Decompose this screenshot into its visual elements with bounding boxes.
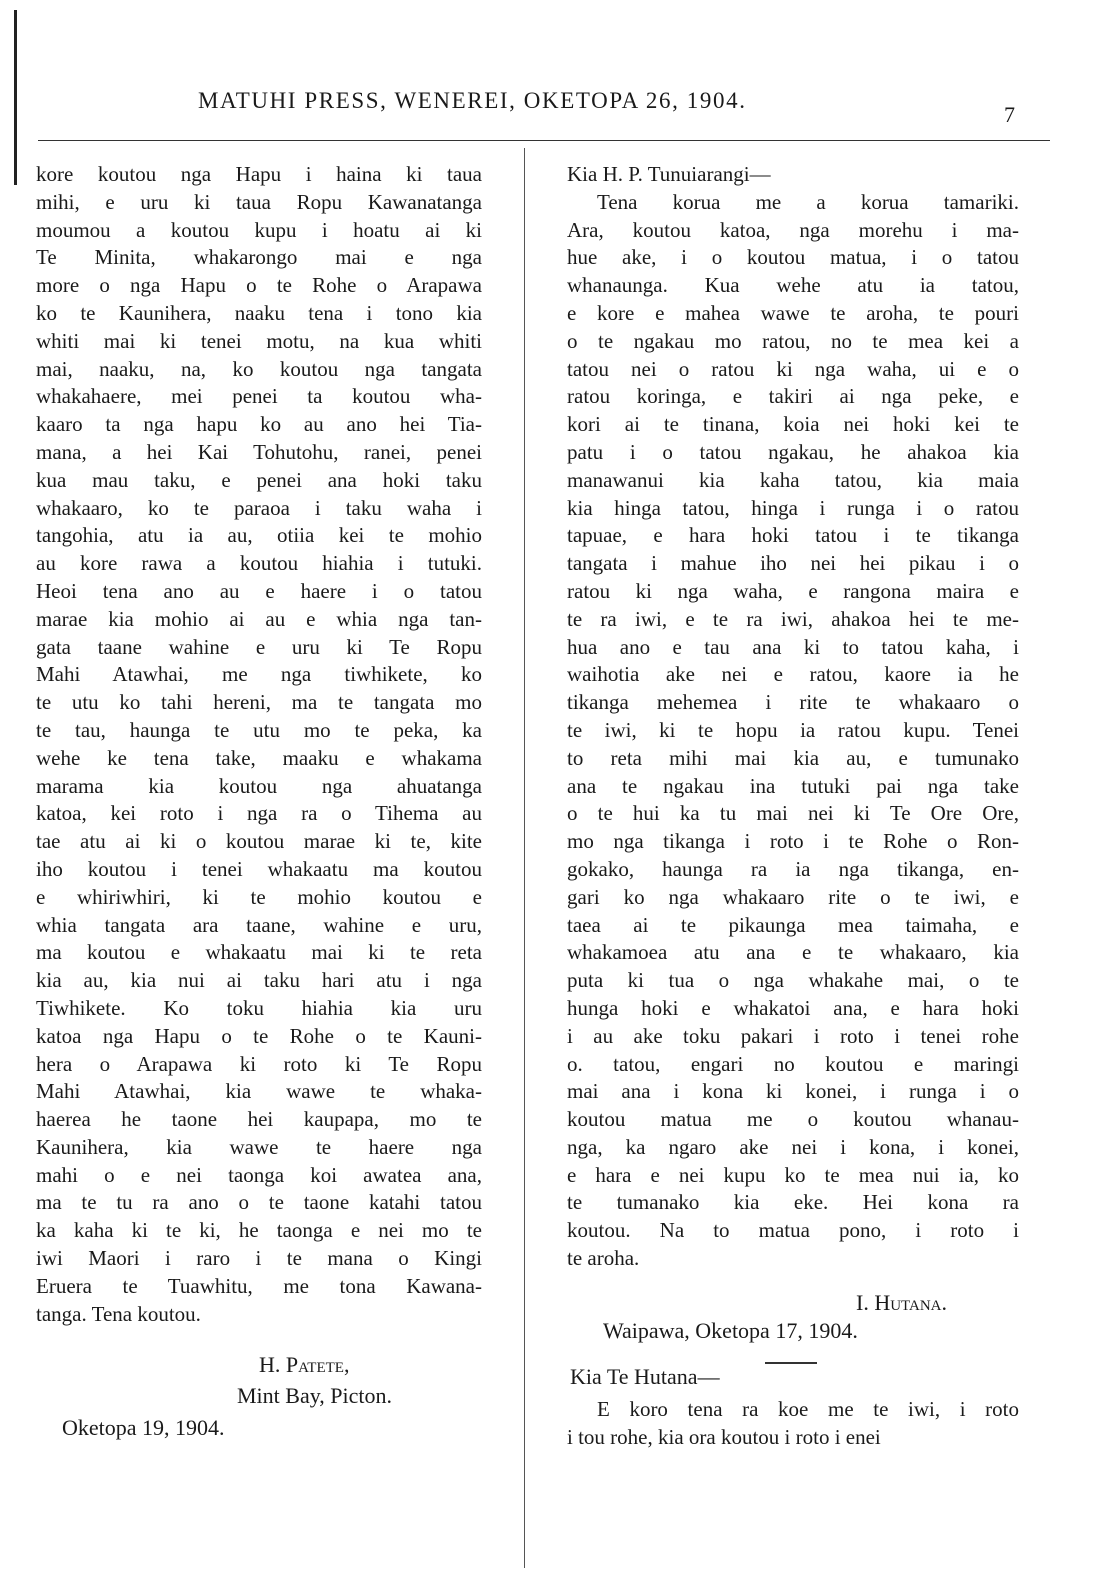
text-line: e kore e mahea wawe te aroha, te pouri bbox=[567, 300, 1019, 325]
text-line: kori ai te tinana, koia nei hoki kei te bbox=[567, 412, 1019, 437]
text-line: au kore rawa a koutou hiahia i tutuki. bbox=[36, 551, 482, 576]
text-line: e hara e nei kupu ko te mea nui ia, ko bbox=[567, 1162, 1019, 1187]
second-salutation: Kia Te Hutana— bbox=[570, 1364, 720, 1389]
text-line: nga, ka ngaro ake nei i kona, i konei, bbox=[567, 1134, 1019, 1159]
text-line: wehe ke tena take, maaku e whakama bbox=[36, 745, 482, 770]
text-line: manawanui kia kaha tatou, kia maia bbox=[567, 467, 1019, 492]
text-line: ka kaha ki te ki, he taonga e nei mo te bbox=[36, 1218, 482, 1243]
text-line: ratou ki nga waha, e rangona maira e bbox=[567, 578, 1019, 603]
text-line: ma te tu ra ano o te taone katahi tatou bbox=[36, 1190, 482, 1215]
text-line: koutou. Na to matua pono, i roto i bbox=[567, 1218, 1019, 1243]
column-divider bbox=[524, 148, 525, 1568]
text-line: taea ai te pikaunga mea taimaha, e bbox=[567, 912, 1019, 937]
text-line: Tiwhikete. Ko toku hiahia kia uru bbox=[36, 995, 482, 1020]
text-line: te aroha. bbox=[567, 1246, 640, 1271]
text-line: mihi, e uru ki taua Ropu Kawanatanga bbox=[36, 189, 482, 214]
text-line: gari ko nga whakaaro rite o te iwi, e bbox=[567, 884, 1019, 909]
text-line: katoa nga Hapu o te Rohe o te Kauni- bbox=[36, 1023, 482, 1048]
text-line: i au ake toku pakari i roto i tenei rohe bbox=[567, 1023, 1019, 1048]
text-line: iho koutou i tenei whakaatu ma koutou bbox=[36, 856, 482, 881]
right-salutation: Kia H. P. Tunuiarangi— bbox=[567, 162, 771, 186]
right-signature-name: I. Hutana. bbox=[856, 1290, 948, 1315]
text-line: puta ki tua o nga whakahe mai, o te bbox=[567, 968, 1019, 993]
text-line: te ra iwi, e te ra iwi, ahakoa hei te me- bbox=[567, 606, 1019, 631]
text-line: E koro tena ra koe me te iwi, i roto bbox=[597, 1397, 1019, 1421]
page-header bbox=[0, 88, 1114, 128]
text-line: kia au, kia nui ai taku hari atu i nga bbox=[36, 968, 482, 993]
text-line: te tumanako kia eke. Hei kona ra bbox=[567, 1190, 1019, 1215]
text-line: whia tangata ara taane, wahine e uru, bbox=[36, 912, 482, 937]
text-line: kore koutou nga Hapu i haina ki taua bbox=[36, 162, 482, 186]
text-line: ratou koringa, e takiri ai nga peke, e bbox=[567, 384, 1019, 409]
text-line: mana, a hei Kai Tohutohu, ranei, penei bbox=[36, 439, 482, 464]
text-line: mo nga tikanga i roto i te Rohe o Ron- bbox=[567, 829, 1019, 854]
text-line: marae kia mohio ai au e whia nga tan- bbox=[36, 606, 482, 631]
text-line: Mahi Atawhai, kia wawe te whaka- bbox=[36, 1079, 482, 1104]
left-signature-date: Oketopa 19, 1904. bbox=[62, 1415, 225, 1440]
text-line: tangata i mahue iho nei hei pikau i o bbox=[567, 551, 1019, 576]
text-line: mai, naaku, na, ko koutou nga tangata bbox=[36, 356, 482, 381]
right-signature-place-date: Waipawa, Oketopa 17, 1904. bbox=[603, 1318, 858, 1343]
right-column bbox=[567, 161, 1019, 1273]
text-line: o te ngakau mo ratou, no te mea kei a bbox=[567, 328, 1019, 353]
page-number: 7 bbox=[1004, 102, 1015, 127]
text-line: o te hui ka tu mai nei ki Te Ore Ore, bbox=[567, 801, 1019, 826]
text-line: tapuae, e hara hoki tatou i te tikanga bbox=[567, 523, 1019, 548]
text-line: mahi o e nei taonga koi awatea ana, bbox=[36, 1162, 482, 1187]
text-line: ana te ngakau ina tutuki pai nga take bbox=[567, 773, 1019, 798]
text-line: more o nga Hapu o te Rohe o Arapawa bbox=[36, 273, 482, 298]
text-line: Te Minita, whakarongo mai e nga bbox=[36, 245, 482, 270]
text-line: iwi Maori i raro i te mana o Kingi bbox=[36, 1246, 482, 1271]
text-line: mai ana i kona ki konei, i runga i o bbox=[567, 1079, 1019, 1104]
text-line: i tou rohe, kia ora koutou i roto i enei bbox=[567, 1424, 881, 1449]
text-line: kua mau taku, e penei ana hoki taku bbox=[36, 467, 482, 492]
text-line: ma koutou e whakaatu mai ki te reta bbox=[36, 940, 482, 965]
text-line: ko te Kaunihera, naaku tena i tono kia bbox=[36, 300, 482, 325]
text-line: e whiriwhiri, ki te mohio koutou e bbox=[36, 884, 482, 909]
text-line: katoa, kei roto i nga ra o Tihema au bbox=[36, 801, 482, 826]
text-line: koutou matua me o koutou whanau- bbox=[567, 1107, 1019, 1132]
text-line: gata taane wahine e uru ki Te Ropu bbox=[36, 634, 482, 659]
left-column bbox=[36, 161, 482, 1328]
text-line: Eruera te Tuawhitu, me tona Kawana- bbox=[36, 1273, 482, 1298]
text-line: hue ake, i o koutou matua, i o tatou bbox=[567, 245, 1019, 270]
second-letter-body bbox=[567, 1396, 1019, 1452]
text-line: tatou nei o ratou ki nga waha, ui e o bbox=[567, 356, 1019, 381]
text-line: hera o Arapawa ki roto ki Te Ropu bbox=[36, 1051, 482, 1076]
text-line: moumou a koutou kupu i hoatu ai ki bbox=[36, 217, 482, 242]
text-line: Ara, koutou katoa, nga morehu i ma- bbox=[567, 217, 1019, 242]
header-rule bbox=[38, 140, 1050, 141]
text-line: hua ano e tau ana ki to tatou kaha, i bbox=[567, 634, 1019, 659]
text-line: Mahi Atawhai, me nga tiwhikete, ko bbox=[36, 662, 482, 687]
text-line: tae atu ai ki o koutou marae ki te, kite bbox=[36, 829, 482, 854]
text-line: whakaaro, ko te paraoa i taku waha i bbox=[36, 495, 482, 520]
text-line: Heoi tena ano au e haere i o tatou bbox=[36, 578, 482, 603]
text-line: kia hinga tatou, hinga i runga i o ratou bbox=[567, 495, 1019, 520]
text-line: whakamoea atu ana e te whakaaro, kia bbox=[567, 940, 1019, 965]
text-line: hunga hoki e whakatoi ana, e hara hoki bbox=[567, 995, 1019, 1020]
text-line: kaaro ta nga hapu ko au ano hei Tia- bbox=[36, 412, 482, 437]
text-line: whiti mai ki tenei motu, na kua whiti bbox=[36, 328, 482, 353]
text-line: tangohia, atu ia au, otiia kei te mohio bbox=[36, 523, 482, 548]
text-line: patu i o tatou ngakau, he ahakoa kia bbox=[567, 439, 1019, 464]
text-line: te iwi, ki te hopu ia ratou kupu. Tenei bbox=[567, 717, 1019, 742]
text-line: te utu ko tahi hereni, ma te tangata mo bbox=[36, 690, 482, 715]
left-signature-name: H. Patete, bbox=[259, 1352, 350, 1377]
text-line: whakahaere, mei penei ta koutou wha- bbox=[36, 384, 482, 409]
right-body bbox=[567, 189, 1019, 1273]
text-line: whanaunga. Kua wehe atu ia tatou, bbox=[567, 273, 1019, 298]
text-line: haerea he taone hei kaupapa, mo te bbox=[36, 1107, 482, 1132]
text-line: te tau, haunga te utu mo te peka, ka bbox=[36, 717, 482, 742]
section-dash bbox=[765, 1362, 817, 1364]
text-line: tanga. Tena koutou. bbox=[36, 1301, 201, 1326]
text-line: tikanga mehemea i rite te whakaaro o bbox=[567, 690, 1019, 715]
text-line: o. tatou, engari no koutou e maringi bbox=[567, 1051, 1019, 1076]
header-title: MATUHI PRESS, WENEREI, OKETOPA 26, 1904. bbox=[198, 88, 747, 113]
text-line: to reta mihi mai kia au, e tumunako bbox=[567, 745, 1019, 770]
text-line: Kaunihera, kia wawe te haere nga bbox=[36, 1134, 482, 1159]
text-line: Tena korua me a korua tamariki. bbox=[597, 189, 1019, 214]
text-line: waihotia ake nei e ratou, kaore ia he bbox=[567, 662, 1019, 687]
text-line: marama kia koutou nga ahuatanga bbox=[36, 773, 482, 798]
left-signature-place: Mint Bay, Picton. bbox=[237, 1383, 393, 1408]
text-line: gokako, haunga ra ia nga tikanga, en- bbox=[567, 856, 1019, 881]
